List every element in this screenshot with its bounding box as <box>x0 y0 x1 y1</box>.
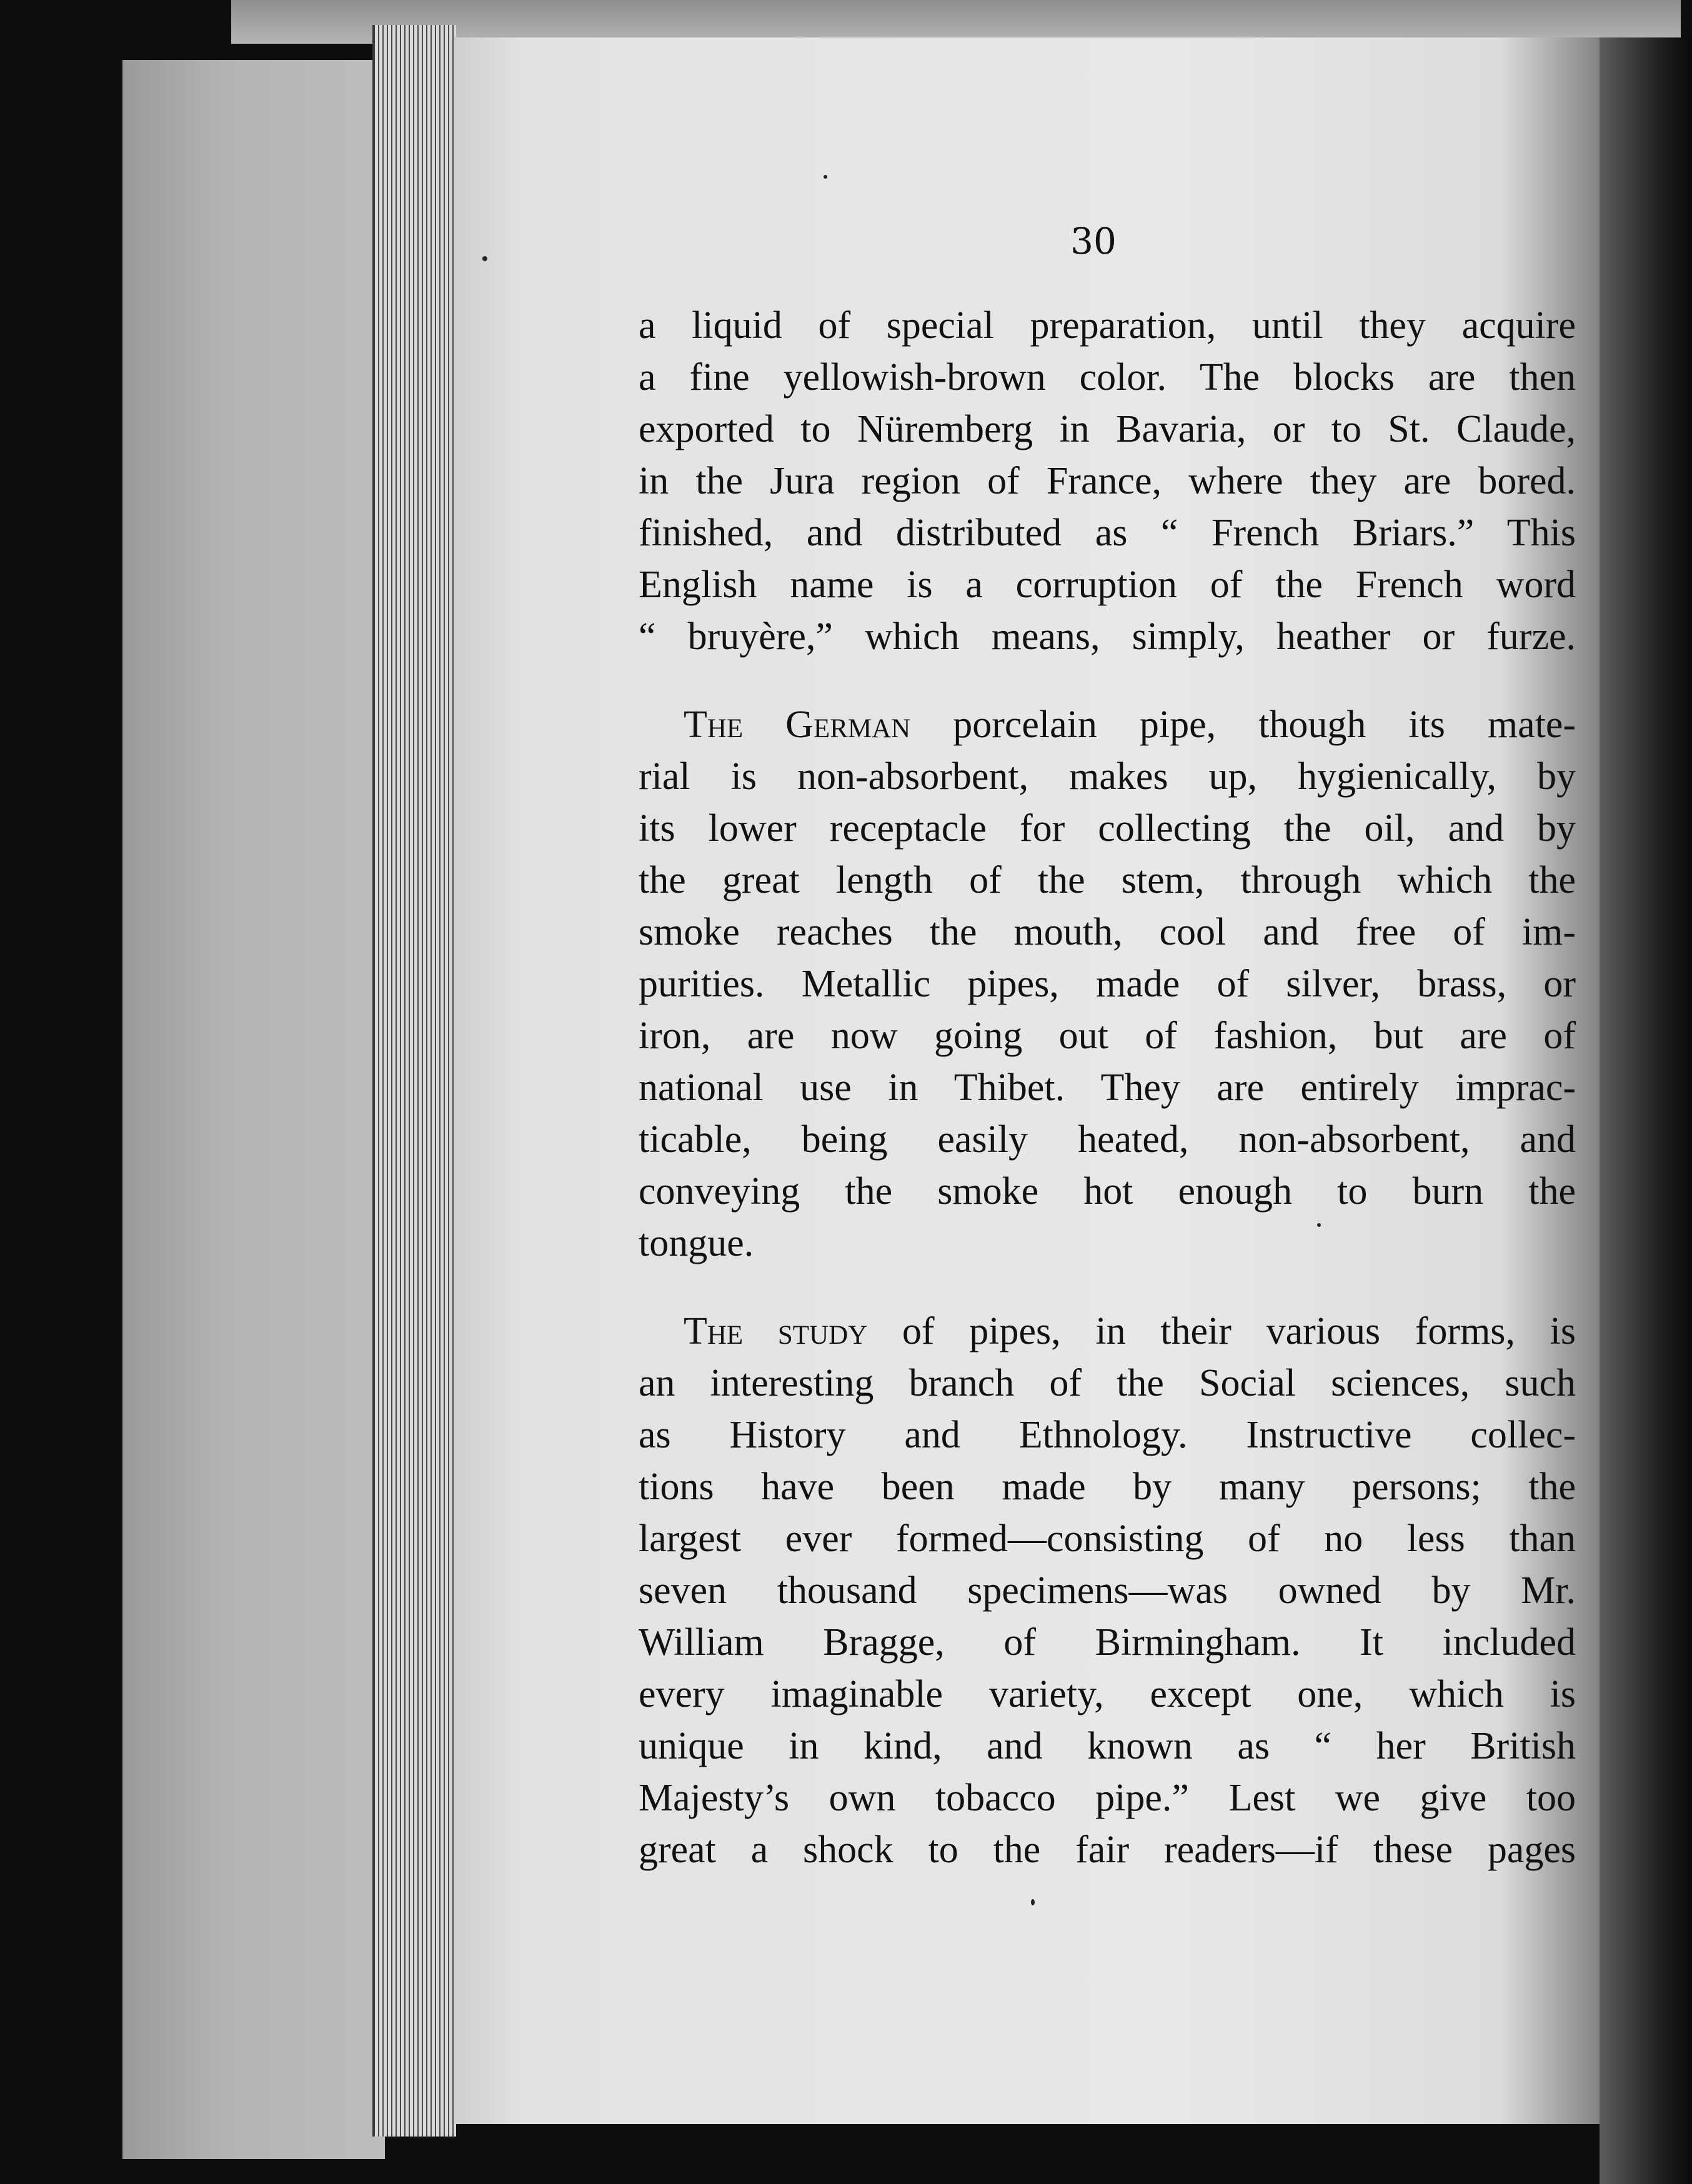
text-line: purities. Metallic pipes, made of silver, brass, or <box>639 963 1576 1005</box>
body-text <box>639 300 1576 1876</box>
text-line: great a shock to the fair readers—if these pages <box>639 1829 1576 1871</box>
text-line: rial is non-absorbent, makes up, hygienically, by <box>639 755 1576 798</box>
text-line: seven thousand specimens—was owned by Mr. <box>639 1569 1576 1612</box>
text-line: its lower receptacle for collecting the oil, and by <box>639 807 1576 850</box>
text-run: porcelain pipe, though its mate- <box>910 703 1576 746</box>
text-line: smoke reaches the mouth, cool and free of im- <box>639 911 1576 953</box>
text-line: ticable, being easily heated, non-absorbent, and <box>639 1118 1576 1161</box>
stacked-page-edges <box>372 25 456 2137</box>
text-line: a fine yellowish-brown color. The blocks are then <box>639 356 1576 399</box>
text-run: of pipes, in their various forms, is <box>867 1310 1576 1353</box>
text-line: “ bruyère,” which means, simply, heather or furze. <box>639 615 1576 658</box>
paragraph-gap <box>639 663 1576 699</box>
text-line: tongue. <box>639 1222 754 1264</box>
text-line: exported to Nüremberg in Bavaria, or to St. Claude, <box>639 408 1576 450</box>
text-line: national use in Thibet. They are entirely imprac- <box>639 1066 1576 1109</box>
paragraph <box>639 300 1576 663</box>
text-line: iron, are now going out of fashion, but are of <box>639 1015 1576 1057</box>
text-line: tions have been made by many persons; the <box>639 1466 1576 1508</box>
text-line: conveying the smoke hot enough to burn the <box>639 1170 1576 1213</box>
text-line: as History and Ethnology. Instructive collec- <box>639 1414 1576 1456</box>
text-line: finished, and distributed as “ French Briars.” This <box>639 512 1576 554</box>
scan-speck <box>824 175 827 179</box>
text-line: largest ever formed—consisting of no less than <box>639 1517 1576 1560</box>
text-line: Majesty’s own tobacco pipe.” Lest we give too <box>639 1777 1576 1819</box>
text-line: English name is a corruption of the French word <box>639 563 1576 606</box>
small-caps-lead: The German <box>684 703 911 746</box>
text-line: a liquid of special preparation, until they acquire <box>639 304 1576 347</box>
gutter-shadow <box>1600 37 1692 2184</box>
text-line: in the Jura region of France, where they are bored. <box>639 460 1576 502</box>
text-line: the great length of the stem, through which the <box>639 859 1576 901</box>
scan-speck <box>1031 1899 1035 1905</box>
paragraph <box>639 699 1576 1269</box>
paragraph-gap <box>639 1269 1576 1306</box>
scan-speck <box>482 256 487 261</box>
text-line: unique in kind, and known as “ her British <box>639 1725 1576 1767</box>
text-line: an interesting branch of the Social sciences, such <box>639 1362 1576 1404</box>
text-line <box>639 1306 1576 1358</box>
scan-speck <box>1317 1223 1321 1227</box>
text-line: William Bragge, of Birmingham. It included <box>639 1621 1576 1664</box>
page-number: 30 <box>1070 220 1117 262</box>
text-line: every imaginable variety, except one, which is <box>639 1673 1576 1715</box>
text-line <box>639 699 1576 751</box>
book-back-board <box>122 60 385 2159</box>
small-caps-lead: The study <box>684 1310 868 1353</box>
paragraph <box>639 1306 1576 1876</box>
